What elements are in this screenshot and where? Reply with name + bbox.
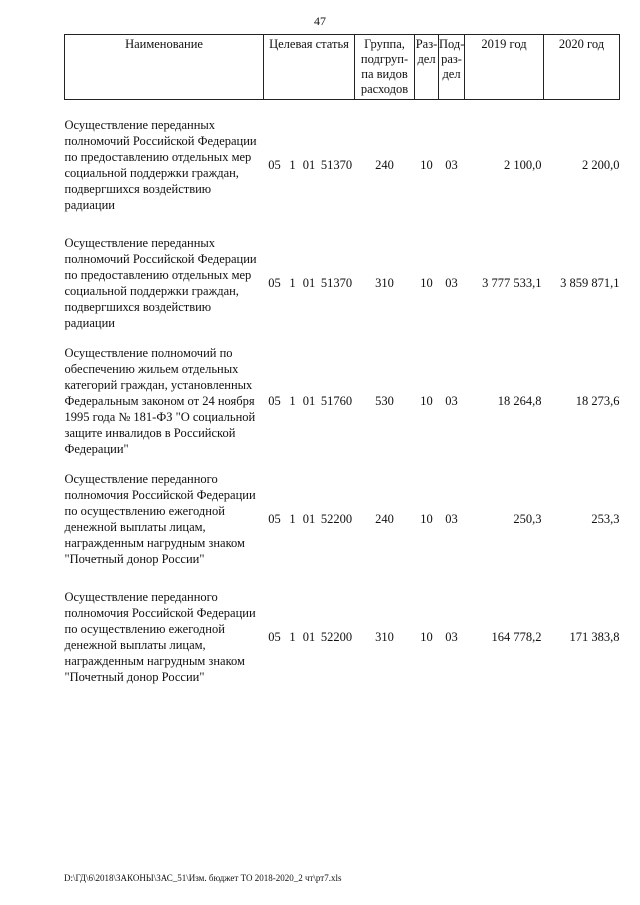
cell-2020: 253,3 [591, 511, 620, 526]
cell-razdel: 10 [420, 157, 433, 172]
cell-group: 310 [375, 629, 394, 644]
code-program: 05 [268, 275, 281, 290]
row-name: Осуществление переданного полномочия Российской Федерации по осуществлению ежегодной денежной выплаты лицам, награжденным нагрудным знаком "Почетный донор России" [64, 472, 256, 566]
table-row [65, 460, 620, 578]
cell-2019: 3 777 533,1 [482, 275, 542, 290]
code-program: 05 [268, 157, 281, 172]
row-name: Осуществление переданных полномочий Российской Федерации по предоставлению отдельных мер социальной поддержки граждан, подвергшихся воздействию радиации [64, 236, 257, 330]
header-name: Наименование [65, 35, 264, 100]
cell-razdel: 10 [420, 629, 433, 644]
code-direction: 51370 [320, 275, 353, 290]
code-program: 05 [268, 629, 281, 644]
table-row [65, 224, 620, 342]
table-row [65, 106, 620, 224]
code-direction: 52200 [320, 629, 353, 644]
table-header-row [65, 35, 620, 100]
cell-podrazdel: 03 [445, 393, 458, 408]
code-event: 01 [302, 393, 316, 408]
cell-2019: 164 778,2 [491, 629, 542, 644]
cell-2019: 18 264,8 [497, 393, 542, 408]
cell-2020: 2 200,0 [582, 157, 620, 172]
cell-group: 240 [375, 157, 394, 172]
code-event: 01 [302, 511, 316, 526]
row-name: Осуществление переданных полномочий Российской Федерации по предоставлению отдельных мер социальной поддержки граждан, подвергшихся воздействию радиации [64, 118, 257, 212]
cell-2019: 250,3 [513, 511, 542, 526]
cell-group: 530 [375, 393, 394, 408]
code-direction: 51370 [320, 157, 353, 172]
code-event: 01 [302, 157, 316, 172]
row-name: Осуществление переданного полномочия Российской Федерации по осуществлению ежегодной денежной выплаты лицам, награжденным нагрудным знаком "Почетный донор России" [64, 590, 256, 684]
header-podrazdel: Под- раз- дел [439, 35, 465, 100]
page-number: 47 [314, 14, 326, 28]
cell-group: 240 [375, 511, 394, 526]
code-subprogram: 1 [289, 511, 296, 526]
code-subprogram: 1 [289, 393, 296, 408]
cell-razdel: 10 [420, 275, 433, 290]
budget-table [64, 34, 620, 696]
cell-razdel: 10 [420, 393, 433, 408]
header-year-2020: 2020 год [544, 35, 620, 100]
file-path-footer: D:\ГД\6\2018\ЗАКОНЫ\ЗАС_51\Изм. бюджет ТО 2018-2020_2 чт\рт7.xls [64, 873, 342, 883]
header-group: Группа, подгруп- па видов расходов [355, 35, 415, 100]
code-direction: 51760 [320, 393, 353, 408]
code-subprogram: 1 [289, 629, 296, 644]
table-row [65, 342, 620, 460]
header-target-article: Целевая статья [264, 35, 355, 100]
cell-2019: 2 100,0 [504, 157, 542, 172]
code-direction: 52200 [320, 511, 353, 526]
code-event: 01 [302, 629, 316, 644]
cell-group: 310 [375, 275, 394, 290]
header-razdel: Раз- дел [415, 35, 439, 100]
code-program: 05 [268, 511, 281, 526]
cell-2020: 171 383,8 [569, 629, 620, 644]
cell-podrazdel: 03 [445, 157, 458, 172]
header-year-2019: 2019 год [465, 35, 544, 100]
cell-2020: 18 273,6 [575, 393, 620, 408]
code-event: 01 [302, 275, 316, 290]
cell-podrazdel: 03 [445, 511, 458, 526]
table-row [65, 578, 620, 696]
cell-razdel: 10 [420, 511, 433, 526]
cell-podrazdel: 03 [445, 275, 458, 290]
code-program: 05 [268, 393, 281, 408]
code-subprogram: 1 [289, 275, 296, 290]
row-name: Осуществление полномочий по обеспечению жильем отдельных категорий граждан, установленных Федеральным законом от 24 ноября 1995 года № 181-ФЗ "О социальной защите инвалидов в Российской Федерации" [64, 346, 256, 456]
cell-podrazdel: 03 [445, 629, 458, 644]
cell-2020: 3 859 871,1 [560, 275, 620, 290]
code-subprogram: 1 [289, 157, 296, 172]
